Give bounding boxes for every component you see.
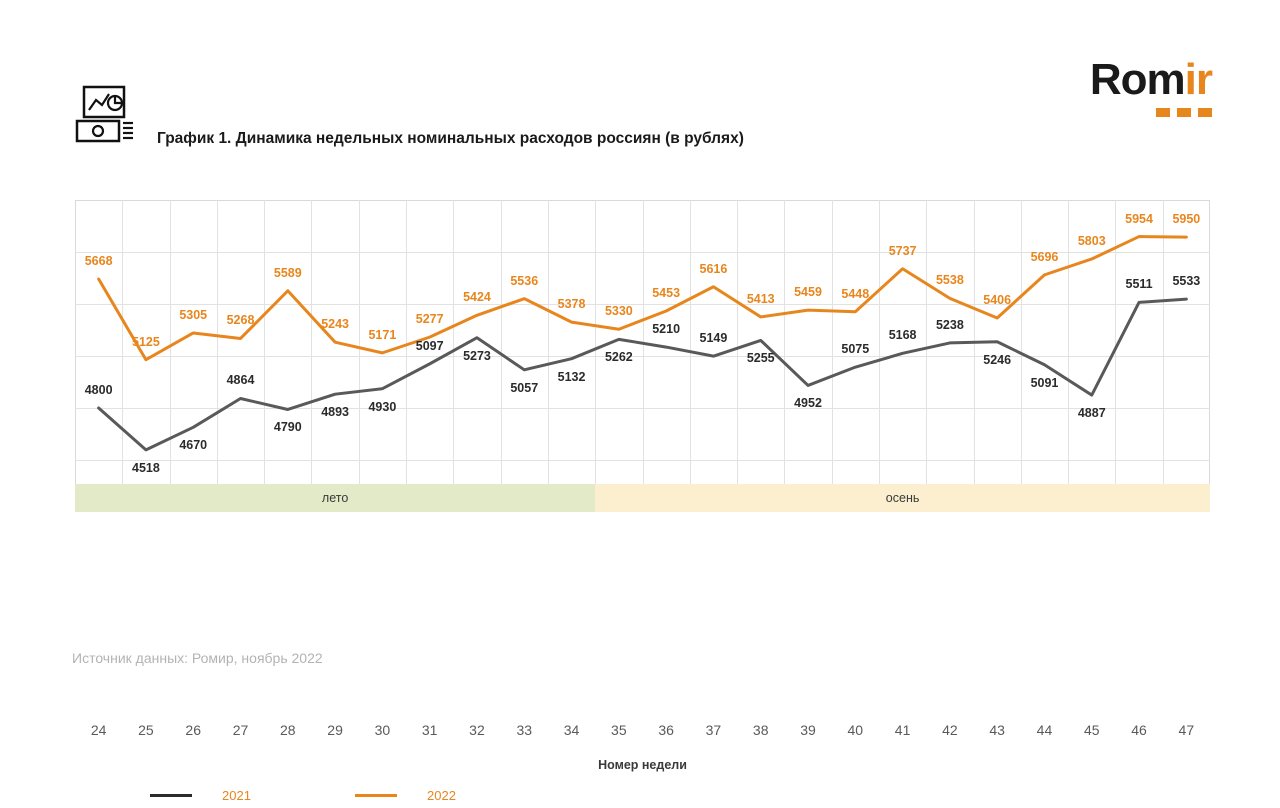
data-label: 5413 — [746, 291, 775, 306]
x-tick-label: 28 — [280, 722, 296, 738]
data-label: 5954 — [1125, 211, 1153, 226]
line-series-2022 — [99, 237, 1187, 360]
series-lines — [75, 200, 1210, 512]
data-label: 4670 — [179, 438, 208, 453]
x-tick-label: 47 — [1178, 722, 1195, 738]
data-label: 5448 — [841, 286, 870, 301]
data-label: 5668 — [84, 254, 113, 269]
data-label: 5803 — [1077, 233, 1106, 248]
page-title: График 1. Динамика недельных номинальных расходов россиян (в рублях) — [157, 130, 744, 147]
data-label: 5536 — [510, 273, 539, 288]
data-label: 5305 — [179, 307, 208, 322]
x-tick-label: 36 — [658, 722, 674, 738]
x-tick-label: 42 — [942, 722, 958, 738]
x-tick-label: 24 — [90, 722, 107, 738]
data-label: 5262 — [604, 350, 633, 365]
data-label: 5589 — [273, 265, 302, 280]
legend-label: 2022 — [427, 788, 456, 803]
season-label: осень — [885, 491, 920, 505]
data-label: 4800 — [84, 383, 113, 397]
data-label: 5459 — [794, 285, 822, 300]
data-label: 5132 — [557, 369, 586, 384]
x-tick-label: 45 — [1083, 722, 1100, 738]
data-label: 5255 — [746, 351, 775, 366]
x-tick-label: 29 — [327, 722, 343, 738]
chart-money-icon — [75, 85, 135, 147]
x-tick-label: 30 — [374, 722, 391, 738]
source-note: Источник данных: Ромир, ноябрь 2022 — [72, 650, 323, 666]
legend-item-2022[interactable] — [355, 788, 456, 803]
x-tick-label: 31 — [421, 722, 438, 738]
data-label: 4790 — [273, 420, 302, 435]
data-label: 4887 — [1077, 406, 1106, 421]
data-label: 5406 — [983, 292, 1012, 307]
data-label: 5171 — [368, 327, 397, 342]
data-label: 5246 — [983, 352, 1012, 367]
x-tick-label: 37 — [705, 722, 722, 738]
data-label: 5378 — [557, 297, 586, 312]
season-label: лето — [321, 491, 349, 505]
data-label: 5696 — [1030, 249, 1059, 264]
data-label: 5511 — [1125, 277, 1153, 292]
data-label: 4952 — [794, 396, 822, 411]
data-label: 5533 — [1172, 274, 1201, 289]
x-tick-label: 25 — [138, 722, 154, 738]
x-tick-label: 33 — [516, 722, 533, 738]
brand-dots — [1090, 108, 1212, 117]
x-tick-label: 27 — [232, 722, 249, 738]
brand-name — [1089, 55, 1212, 104]
data-label: 5616 — [699, 261, 728, 276]
x-tick-label: 35 — [611, 722, 627, 738]
x-tick-label: 34 — [563, 722, 580, 738]
data-label: 5125 — [132, 334, 160, 349]
x-tick-label: 32 — [469, 722, 485, 738]
data-label: 5210 — [652, 322, 681, 337]
data-label: 5149 — [699, 331, 728, 346]
legend-swatch-icon — [150, 794, 192, 797]
x-tick-label: 46 — [1131, 722, 1147, 738]
x-tick-label: 38 — [752, 722, 769, 738]
brand-name-accent: ir — [1184, 55, 1212, 104]
data-label: 5075 — [841, 342, 870, 357]
data-label: 5330 — [604, 304, 633, 319]
x-tick-label: 26 — [185, 722, 202, 738]
data-label: 5057 — [510, 380, 539, 395]
data-label: 5238 — [935, 317, 964, 332]
data-label: 5424 — [463, 290, 491, 305]
data-label: 5950 — [1172, 212, 1201, 227]
legend-item-2021[interactable] — [150, 788, 251, 803]
data-label: 5273 — [463, 348, 491, 363]
data-label: 5243 — [321, 317, 349, 332]
x-tick-label: 41 — [894, 722, 911, 738]
legend-label: 2021 — [222, 788, 251, 803]
x-tick-label: 39 — [800, 722, 816, 738]
data-label: 5737 — [888, 243, 917, 258]
x-axis-title: Номер недели — [598, 758, 687, 772]
data-label: 4893 — [321, 405, 349, 420]
data-label: 5538 — [935, 273, 964, 288]
data-label: 4930 — [368, 399, 397, 414]
data-label: 5168 — [888, 328, 917, 343]
data-label: 4518 — [132, 460, 160, 475]
legend-swatch-icon — [355, 794, 397, 797]
brand-name-main: Rom — [1089, 55, 1185, 104]
x-tick-label: 43 — [989, 722, 1005, 738]
x-tick-label: 44 — [1036, 722, 1053, 738]
data-label: 5097 — [415, 338, 444, 353]
data-label: 5277 — [415, 312, 444, 327]
data-label: 4864 — [226, 373, 255, 388]
x-tick-label: 40 — [847, 722, 864, 738]
data-label: 5091 — [1030, 375, 1059, 390]
data-label: 5453 — [652, 285, 681, 300]
brand-logo — [1089, 55, 1212, 117]
data-label: 5268 — [226, 313, 255, 328]
